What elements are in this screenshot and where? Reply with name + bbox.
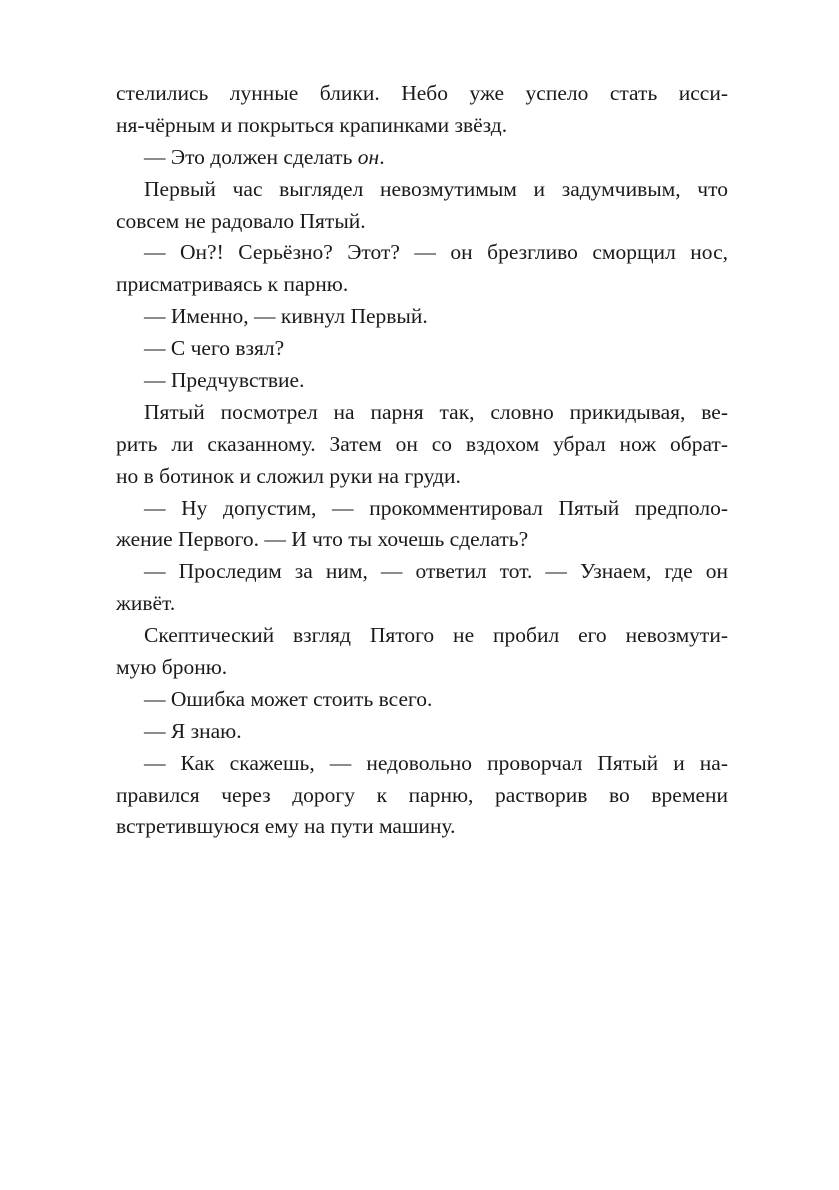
text-line: присматриваясь к парню.: [116, 272, 349, 297]
text-line: — Проследим за ним, — ответил тот. — Узнаем, где он: [144, 559, 728, 584]
text-fragment: .: [379, 144, 385, 169]
text-line: стелились лунные блики. Небо уже успело стать исси-: [116, 81, 728, 105]
text-line: жение Первого. — И что ты хочешь сделать?: [116, 527, 529, 552]
text-line: [116, 142, 728, 174]
emphasized-word: он: [357, 144, 380, 169]
text-line: — Я знаю.: [144, 718, 242, 743]
text-line: но в ботинок и сложил руки на груди.: [116, 463, 461, 488]
text-line: Скептический взгляд Пятого не пробил его невозмути-: [144, 623, 728, 648]
text-line: — Предчувствие.: [144, 368, 305, 393]
text-line: — Он?! Серьёзно? Этот? — он брезгливо сморщил нос,: [144, 240, 728, 265]
text-line: — Именно, — кивнул Первый.: [144, 304, 428, 329]
text-line: мую броню.: [116, 655, 228, 680]
text-line: встретившуюся ему на пути машину.: [116, 814, 456, 839]
text-line: — С чего взял?: [144, 336, 285, 361]
text-line: рить ли сказанному. Затем он со вздохом убрал нож обрат-: [116, 431, 728, 456]
text-fragment: — Это должен сделать: [144, 144, 358, 169]
text-line: Пятый посмотрел на парня так, словно прикидывая, ве-: [144, 399, 728, 424]
text-line: — Как скажешь, — недовольно проворчал Пятый и на-: [144, 750, 728, 775]
page-text: [116, 78, 728, 843]
text-line: совсем не радовало Пятый.: [116, 208, 366, 233]
text-line: ня-чёрным и покрыться крапинками звёзд.: [116, 112, 508, 137]
text-line: Первый час выглядел невозмутимым и задумчивым, что: [144, 176, 728, 201]
text-line: правился через дорогу к парню, растворив во времени: [116, 782, 728, 807]
text-line: живёт.: [116, 591, 176, 616]
text-line: — Ошибка может стоить всего.: [144, 686, 433, 711]
text-line: — Ну допустим, — прокомментировал Пятый предполо-: [144, 495, 728, 520]
